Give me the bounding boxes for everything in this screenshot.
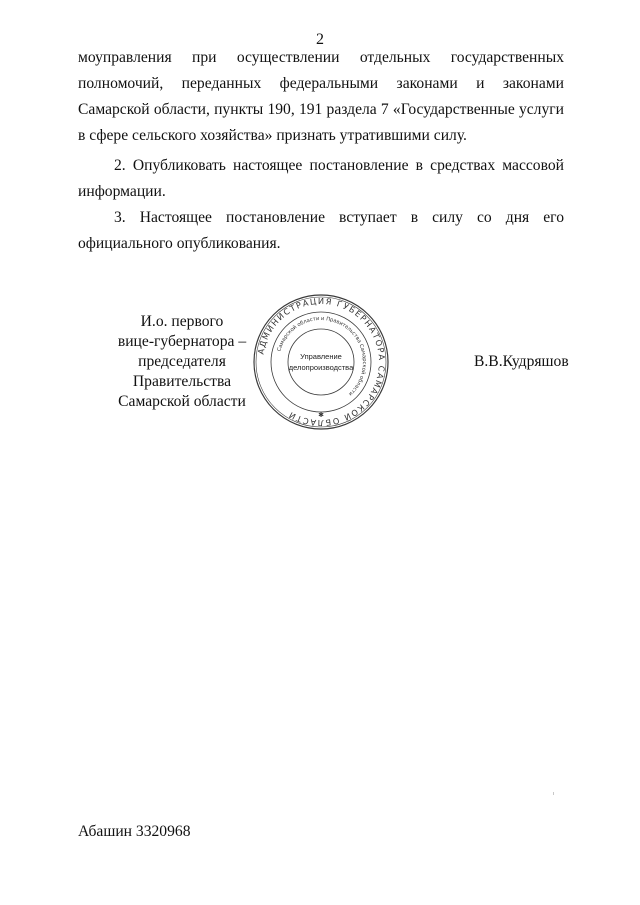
paragraph-1: моуправления при осуществлении отдельных государственных полномочий, переданных федеральными законами и законами Самарской области, пункты 190, 191 раздела 7 «Государственные услуги в сфере сельского хозяйства» признать утратившими силу. [78,49,564,144]
official-stamp [252,293,390,431]
signatory-title-line-2: вице-губернатора – [117,333,247,350]
signatory-title-line-4: Самарской области [118,393,246,410]
stamp-star-icon: ✱ [318,411,324,419]
stamp-middle-ring [271,312,371,412]
signatory-title [95,312,269,412]
scan-artifact [553,792,554,795]
stamp-outer-ring [254,295,388,429]
paragraph-3: 3. Настоящее постановление вступает в силу со дня его официального опубликования. [78,209,564,252]
signatory-title-line-3: председателя Правительства [132,353,232,390]
stamp-inner-text: Самарской области и Правительства Самарской области [276,315,368,397]
stamp-inner-ring [288,329,354,395]
executor-note: Абашин 3320968 [78,823,191,840]
stamp-center-line-1: Управление [300,352,342,361]
stamp-center-line-2: делопроизводства [288,363,354,372]
stamp-outer-text: АДМИНИСТРАЦИЯ ГУБЕРНАТОРА САМАРСКОЙ ОБЛАСТИ [255,295,388,429]
signatory-name: В.В.Кудряшов [474,353,569,370]
page-number: 2 [316,31,324,48]
paragraph-2: 2. Опубликовать настоящее постановление в средствах массовой информации. [78,157,564,200]
signatory-title-line-1: И.о. первого [140,313,224,330]
